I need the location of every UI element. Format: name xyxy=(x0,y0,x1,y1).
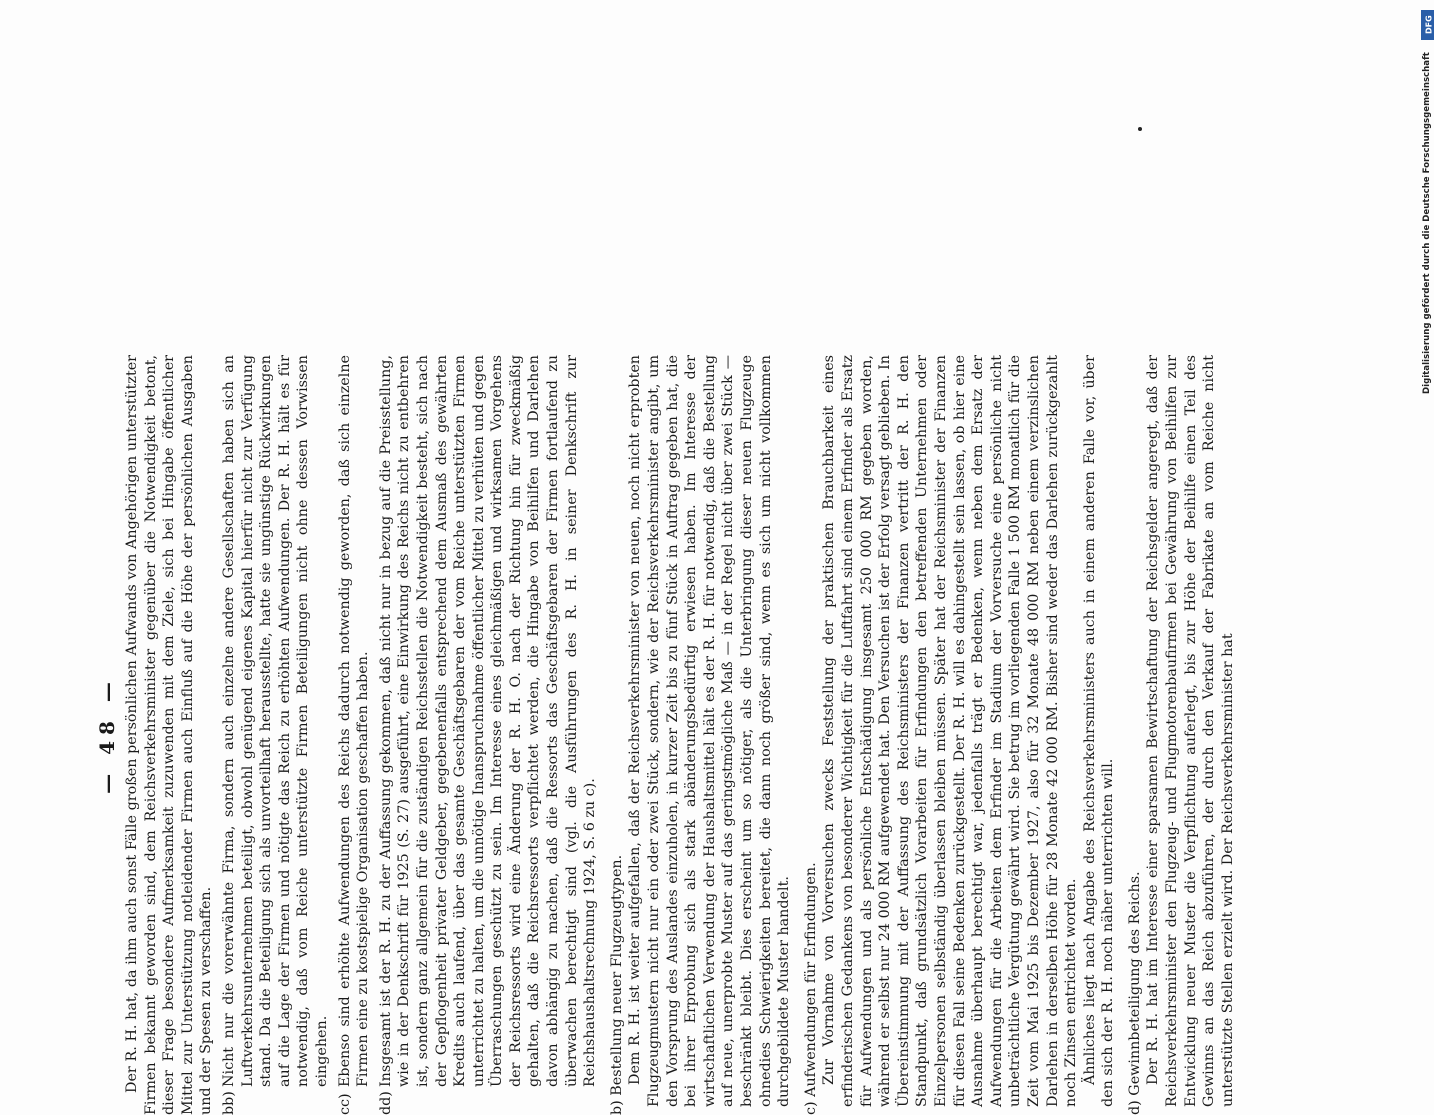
section-marker: b) xyxy=(608,1100,625,1115)
section-title: Aufwendungen für Erfindungen. xyxy=(802,862,819,1097)
section-heading xyxy=(802,355,821,1115)
section-paragraph: Der R. H. hat im Interesse einer sparsamen Bewirtschaftung der Reichsgelder angeregt, daß der Reichsverkehrsminister den Flugzeug- und Flugmotorenbaufirmen bei Gewährung von Beihilfen zur Entwicklung neuer Muster die Verpflichtung auferlegt, bis zur Höhe der Beihilfe einen Teil des Gewinns an das Reich abzuführen, der durch den Verkauf der Fabrikate an vom Reiche nicht unterstützte Stellen erzielt wird. Der Reichsverkehrsminister hat xyxy=(1145,355,1236,1107)
document-page xyxy=(97,355,1327,1115)
section-marker: c) xyxy=(802,1101,819,1115)
list-item-text: Insgesamt ist der R. H. zu der Auffassung gekommen, daß nicht nur in bezug auf die Preisstellung, wie in der Denkschrift für 1925 (S. 27) ausgeführt, eine Einwirkung des Reichs nicht zu entbehren ist, sondern ganz allgemein für die zuständigen Reichsstellen die Notwendigkeit besteht, sich nach der Gepflogenheit privater Geldgeber, gegebenenfalls entsprechend dem Ausmaß des gewährten Kredits auch laufend, über das gesamte Geschäftsgebaren der vom Reiche unterstützten Firmen unterrichtet zu halten, um die unnötige Inanspruchnahme öffentlicher Mittel zu verhüten und gegen Überraschungen geschützt zu sein. Im Interesse eines gleichmäßigen und wirksamen Vorgehens der Reichsressorts wird eine Änderung der R. H. O. nach der Richtung hin für zweckmäßig gehalten, daß die Reichsressorts verpflichtet werden, die Hingabe von Beihilfen und Darlehen davon abhängig zu machen, daß die Ressorts das Geschäftsgebaren der Firmen fortlaufend zu überwachen berechtigt sind (vgl. die Ausführungen des R. H. in seiner Denkschrift zur Reichshaushaltsrechnung 1924, S. 6 zu c). xyxy=(377,355,599,1087)
section-paragraph: Dem R. H. ist weiter aufgefallen, daß der Reichsverkehrsminister von neuen, noch nicht erprobten Flugzeugmustern nicht nur ein oder zwei Stück, sondern, wie der Reichsverkehrsminister angibt, um den Vorsprung des Auslandes einzuholen, in kurzer Zeit bis zu fünf Stück in Auftrag gegeben hat, die bei ihrer Erprobung sich als stark abänderungsbedürftig erwiesen haben. Im Interesse der wirtschaftlichen Verwendung der Haushaltsmittel hält es der R. H. für notwendig, daß die Bestellung auf neue, unerprobte Muster auf das geringstmögliche Maß — in der Regel nicht über zwei Stück — beschränkt bleibt. Dies erscheint um so nötiger, als die Unterbringung dieser neuen Flugzeuge ohnedies Schwierigkeiten bereitet, die dann noch größer sind, wenn es sich um nicht vollkommen durchgebildete Muster handelt. xyxy=(627,355,793,1107)
list-marker: bb) xyxy=(220,1091,237,1115)
page-number: — 48 — xyxy=(95,676,119,794)
section-d xyxy=(1126,355,1238,1115)
section-c xyxy=(802,355,1118,1115)
list-item-text: Nicht nur die vorerwähnte Firma, sondern auch einzelne andere Gesellschaften haben sich an Luftverkehrsunternehmen beteiligt, obwohl genügend eigenes Kapital hierfür nicht zur Verfügung stand. Da die Beteiligung sich als unvorteilhaft herausstellte, hatte sie ungünstige Rückwirkungen auf die Lage der Firmen und nötigte das Reich zu erhöhten Aufwendungen. Der R. H. hält es für notwendig, daß vom Reiche unterstützte Firmen Beteiligungen nicht ohne dessen Vorwissen eingehen. xyxy=(220,355,330,1087)
section-marker: d) xyxy=(1126,1100,1143,1115)
list-item-text: Ebenso sind erhöhte Aufwendungen des Reichs dadurch notwendig geworden, daß sich einzelne Firmen eine zu kostspielige Organisation geschaffen haben. xyxy=(336,355,372,1087)
scan-speck xyxy=(1138,127,1142,131)
digitization-watermark xyxy=(1417,6,1434,392)
section-title: Gewinnbeteiligung des Reichs. xyxy=(1126,871,1143,1096)
section-paragraph: Ähnliches liegt nach Angabe des Reichsverkehrsministers auch in einem anderen Falle vor, über den sich der R. H. noch näher unterrichten will. xyxy=(1081,355,1117,1107)
section-b xyxy=(608,355,794,1115)
intro-paragraph: Der R. H. hat, da ihm auch sonst Fälle großen persönlichen Aufwands von Angehörigen unterstützter Firmen bekannt geworden sind, dem Reichsverkehrsminister gegenüber die Notwendigkeit betont, dieser Frage besondere Aufmerksamkeit zuzuwenden mit dem Ziele, sich bei Hingabe öffentlicher Mittel zur Unterstützung notleidender Firmen auch Einfluß auf die Höhe der persönlichen Ausgaben und der Spesen zu verschaffen. xyxy=(124,355,215,1115)
section-title: Bestellung neuer Flugzeugtypen. xyxy=(608,854,625,1096)
watermark-text: Digitalisierung gefördert durch die Deutsche Forschungsgemeinschaft xyxy=(1422,52,1432,394)
list-item-dd xyxy=(377,355,600,1115)
list-marker: dd) xyxy=(377,1091,394,1115)
list-item-bb xyxy=(220,355,332,1115)
section-heading xyxy=(1126,355,1145,1115)
section-paragraph: Zur Vornahme von Vorversuchen zwecks Feststellung der praktischen Brauchbarkeit eines erfinderischen Gedankens von besonderer Wichtigkeit für die Luftfahrt sind einem Erfinder als Ersatz für Aufwendungen und als persönliche Entschädigung insgesamt 250 000 RM gegeben worden, während er selbst nur 24 000 RM aufgewendet hat. Den Versuchen ist der Erfolg versagt geblieben. In Übereinstimmung mit der Auffassung des Reichsministers der Finanzen vertritt der R. H. den Standpunkt, daß grundsätzlich Vorarbeiten für Erfindungen den betreffenden Unternehmen oder Einzelpersonen selbständig überlassen bleiben müssen. Später hat der Reichsminister der Finanzen für diesen Fall seine Bedenken zurückgestellt. Der R. H. will es dahingestellt sein lassen, ob hier eine Ausnahme überhaupt berechtigt war, jedenfalls trägt er Bedenken, wenn neben dem Ersatz der Aufwendungen für die Arbeiten dem Erfinder im Stadium der Vorversuche eine persönliche nicht unbeträchtliche Vergütung gewährt wird. Sie betrug im vorliegenden Falle 1 500 RM monatlich für die Zeit vom Mai 1925 bis Dezember 1927, also für 32 Monate 48 000 RM neben einem verzinslichen Darlehen in derselben Höhe für 28 Monate 42 000 RM. Bisher sind weder das Darlehen zurückgezahlt noch Zinsen entrichtet worden. xyxy=(821,355,1080,1107)
section-heading xyxy=(608,355,627,1115)
list-item-cc xyxy=(336,355,373,1115)
list-marker: cc) xyxy=(336,1093,353,1115)
dfg-logo-icon: DFG xyxy=(1421,10,1434,40)
